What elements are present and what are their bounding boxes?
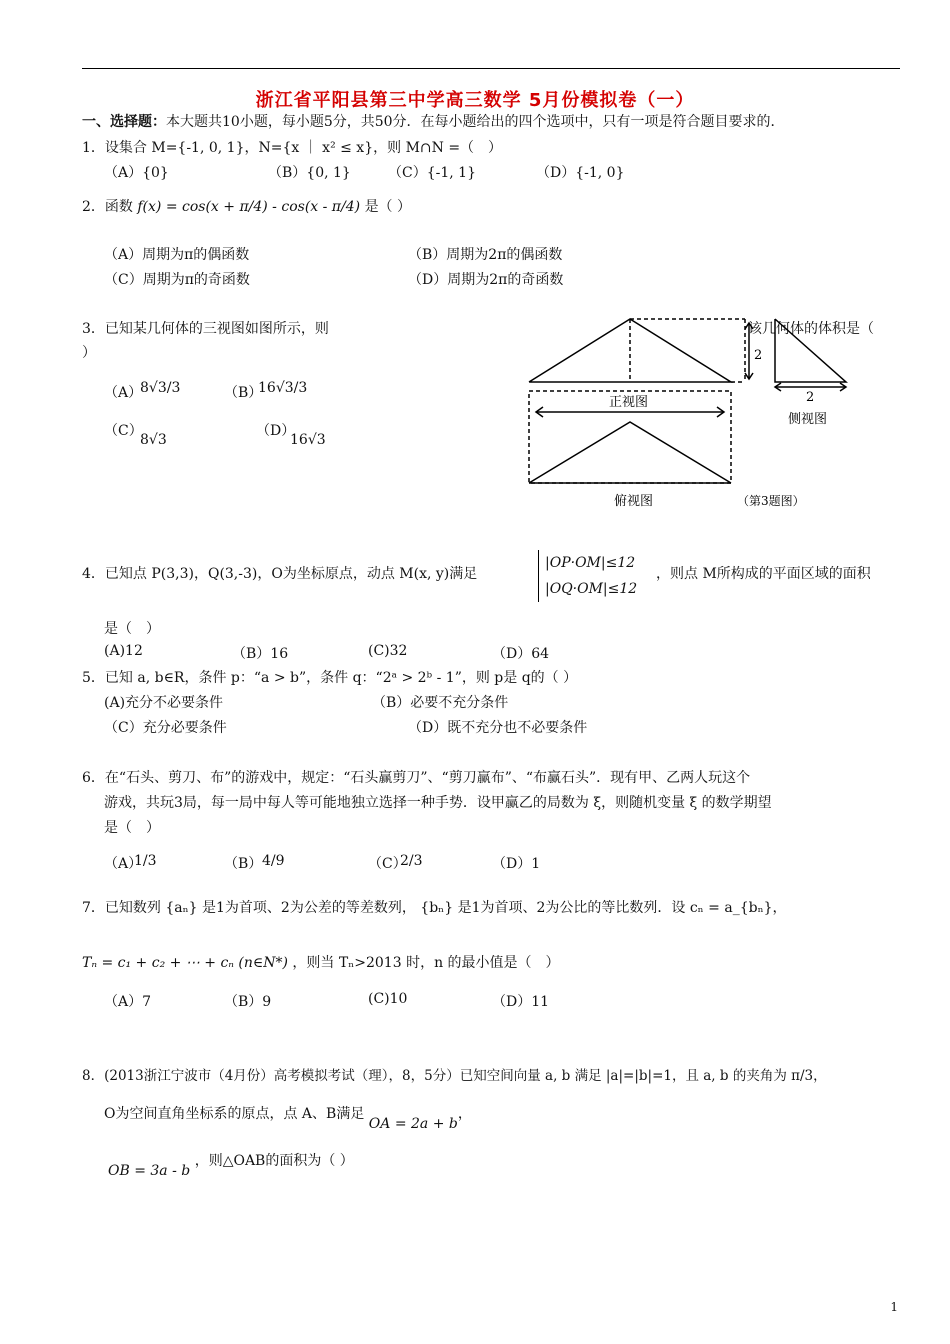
q1-option-d: （D）{-1, 0} — [536, 165, 625, 181]
q6-line-3: 是（ ） — [104, 820, 160, 836]
q7-option-b: （B）9 — [224, 994, 272, 1010]
q5-option-a: (A)充分不必要条件 — [104, 695, 224, 711]
q4-stem: 4．已知点 P(3,3)，Q(3,-3)，O为坐标原点，动点 M(x, y)满足 — [82, 566, 478, 582]
q3-option-d: （D） — [256, 423, 296, 439]
q4-condition-1: |OP·OM|≤12 — [545, 555, 636, 571]
page-title: 浙江省平阳县第三中学高三数学 5月份模拟卷（一） — [255, 90, 695, 111]
q3-value-a: 8√3/3 — [140, 380, 181, 396]
q1-option-b: （B）{0, 1} — [268, 165, 351, 181]
q7-line-1: 7．已知数列 {aₙ} 是1为首项、2为公差的等差数列， {bₙ} 是1为首项、2为公比的等比数列．设 cₙ = a_{bₙ}， — [82, 900, 787, 916]
q1-option-c: （C）{-1, 1} — [388, 165, 476, 181]
q6-option-c: （C） — [368, 856, 407, 872]
side-view-shape — [775, 319, 846, 382]
top-view-label: 俯视图 — [614, 494, 654, 509]
q2-formula: f(x) = cos(x + π/4) - cos(x - π/4) — [137, 199, 361, 215]
q3-value-b: 16√3/3 — [258, 380, 308, 396]
section-heading: 一、选择题：本大题共10小题，每小题5分，共50分．在每小题给出的四个选项中，只有一项是符合题目要求的． — [82, 114, 785, 130]
q6-value-c: 2/3 — [400, 853, 423, 869]
q6-line-2: 游戏，共玩3局，每一局中每人等可能地独立选择一种手势．设甲赢乙的局数为 ξ，则随机变量 ξ 的数学期望 — [104, 795, 772, 811]
q3-value-d: 16√3 — [290, 432, 326, 448]
q4-stem-tail: 是（ ） — [104, 621, 160, 637]
q6-option-b: （B） — [224, 856, 263, 872]
q3-option-c: （C） — [104, 423, 143, 439]
q6-value-b: 4/9 — [262, 853, 285, 869]
q4-option-c: (C)32 — [368, 643, 408, 659]
q7-option-d: （D）11 — [492, 994, 550, 1010]
q3-option-a: （A） — [104, 385, 143, 401]
three-view-figure — [520, 315, 860, 515]
q7-option-a: （A）7 — [104, 994, 152, 1010]
q1-stem: 1．设集合 M={-1, 0, 1}，N={x ｜ x² ≤ x}，则 M∩N =（ ） — [82, 140, 503, 156]
q1-option-a: （A）{0} — [104, 165, 169, 181]
q8-ob-formula: OB = 3a - b — [108, 1163, 191, 1179]
q4-option-b: （B）16 — [232, 646, 289, 662]
side-view-label: 侧视图 — [788, 412, 828, 427]
page-number: 1 — [890, 1300, 898, 1314]
q6-value-a: 1/3 — [134, 853, 157, 869]
q7-option-c: (C)10 — [368, 991, 408, 1007]
q2-option-b: （B）周期为2π的偶函数 — [408, 247, 563, 263]
figure-caption: （第3题图） — [737, 494, 805, 508]
front-view-label: 正视图 — [609, 395, 649, 410]
q3-option-b: （B） — [224, 385, 263, 401]
q8-oa-formula: OA = 2a + b — [368, 1116, 458, 1132]
q8-line-2: O为空间直角坐标系的原点，点 A、B满足 OA = 2a + b， — [104, 1106, 472, 1132]
q8-line-3: OB = 3a - b ，则△OAB的面积为（ ） — [108, 1153, 354, 1179]
q4-condition-2: |OQ·OM|≤12 — [545, 581, 638, 597]
q2-option-a: （A）周期为π的偶函数 — [104, 247, 250, 263]
q4-stem-suffix: ，则点 M所构成的平面区域的面积 — [656, 566, 871, 582]
q3-stem-right: 该几何体的体积是（ — [748, 321, 874, 337]
q7-sum-formula: Tₙ = c₁ + c₂ + ⋯ + cₙ (n∈N*) — [82, 955, 288, 971]
q4-option-a: (A)12 — [104, 643, 143, 659]
q7-line-2: Tₙ = c₁ + c₂ + ⋯ + cₙ (n∈N*) ，则当 Tₙ>2013 时，n 的最小值是（ ） — [82, 955, 560, 971]
q2-option-c: （C）周期为π的奇函数 — [104, 272, 250, 288]
q6-line-1: 6．在“石头、剪刀、布”的游戏中，规定：“石头赢剪刀”、“剪刀赢布”、“布赢石头”．现有甲、乙两人玩这个 — [82, 770, 751, 786]
q2-stem: 2．函数 f(x) = cos(x + π/4) - cos(x - π/4) 是（ ） — [82, 199, 412, 215]
header-rule — [82, 68, 900, 69]
q4-option-d: （D）64 — [492, 646, 550, 662]
q3-stem: 3．已知某几何体的三视图如图所示，则 — [82, 321, 329, 337]
q6-option-d: （D）1 — [492, 856, 541, 872]
q5-stem: 5．已知 a, b∈R，条件 p：“a > b”，条件 q：“2ᵃ > 2ᵇ - 1”，则 p是 q的（ ） — [82, 670, 578, 686]
q4-conditions — [538, 550, 637, 602]
height-dimension: 2 — [754, 348, 763, 363]
q6-option-a: （A） — [104, 856, 143, 872]
q8-line-1: 8．(2013浙江宁波市（4月份）高考模拟考试（理），8，5分）已知空间向量 a, b 满足 |a|=|b|=1，且 a, b 的夹角为 π/3， — [82, 1068, 827, 1084]
q3-value-c: 8√3 — [140, 432, 167, 448]
q5-option-b: （B）必要不充分条件 — [372, 695, 509, 711]
q2-option-d: （D）周期为2π的奇函数 — [408, 272, 564, 288]
q3-stem-tail: ） — [82, 345, 96, 361]
q5-option-c: （C）充分必要条件 — [104, 720, 227, 736]
q5-option-d: （D）既不充分也不必要条件 — [408, 720, 588, 736]
width-dimension: 2 — [806, 390, 815, 405]
